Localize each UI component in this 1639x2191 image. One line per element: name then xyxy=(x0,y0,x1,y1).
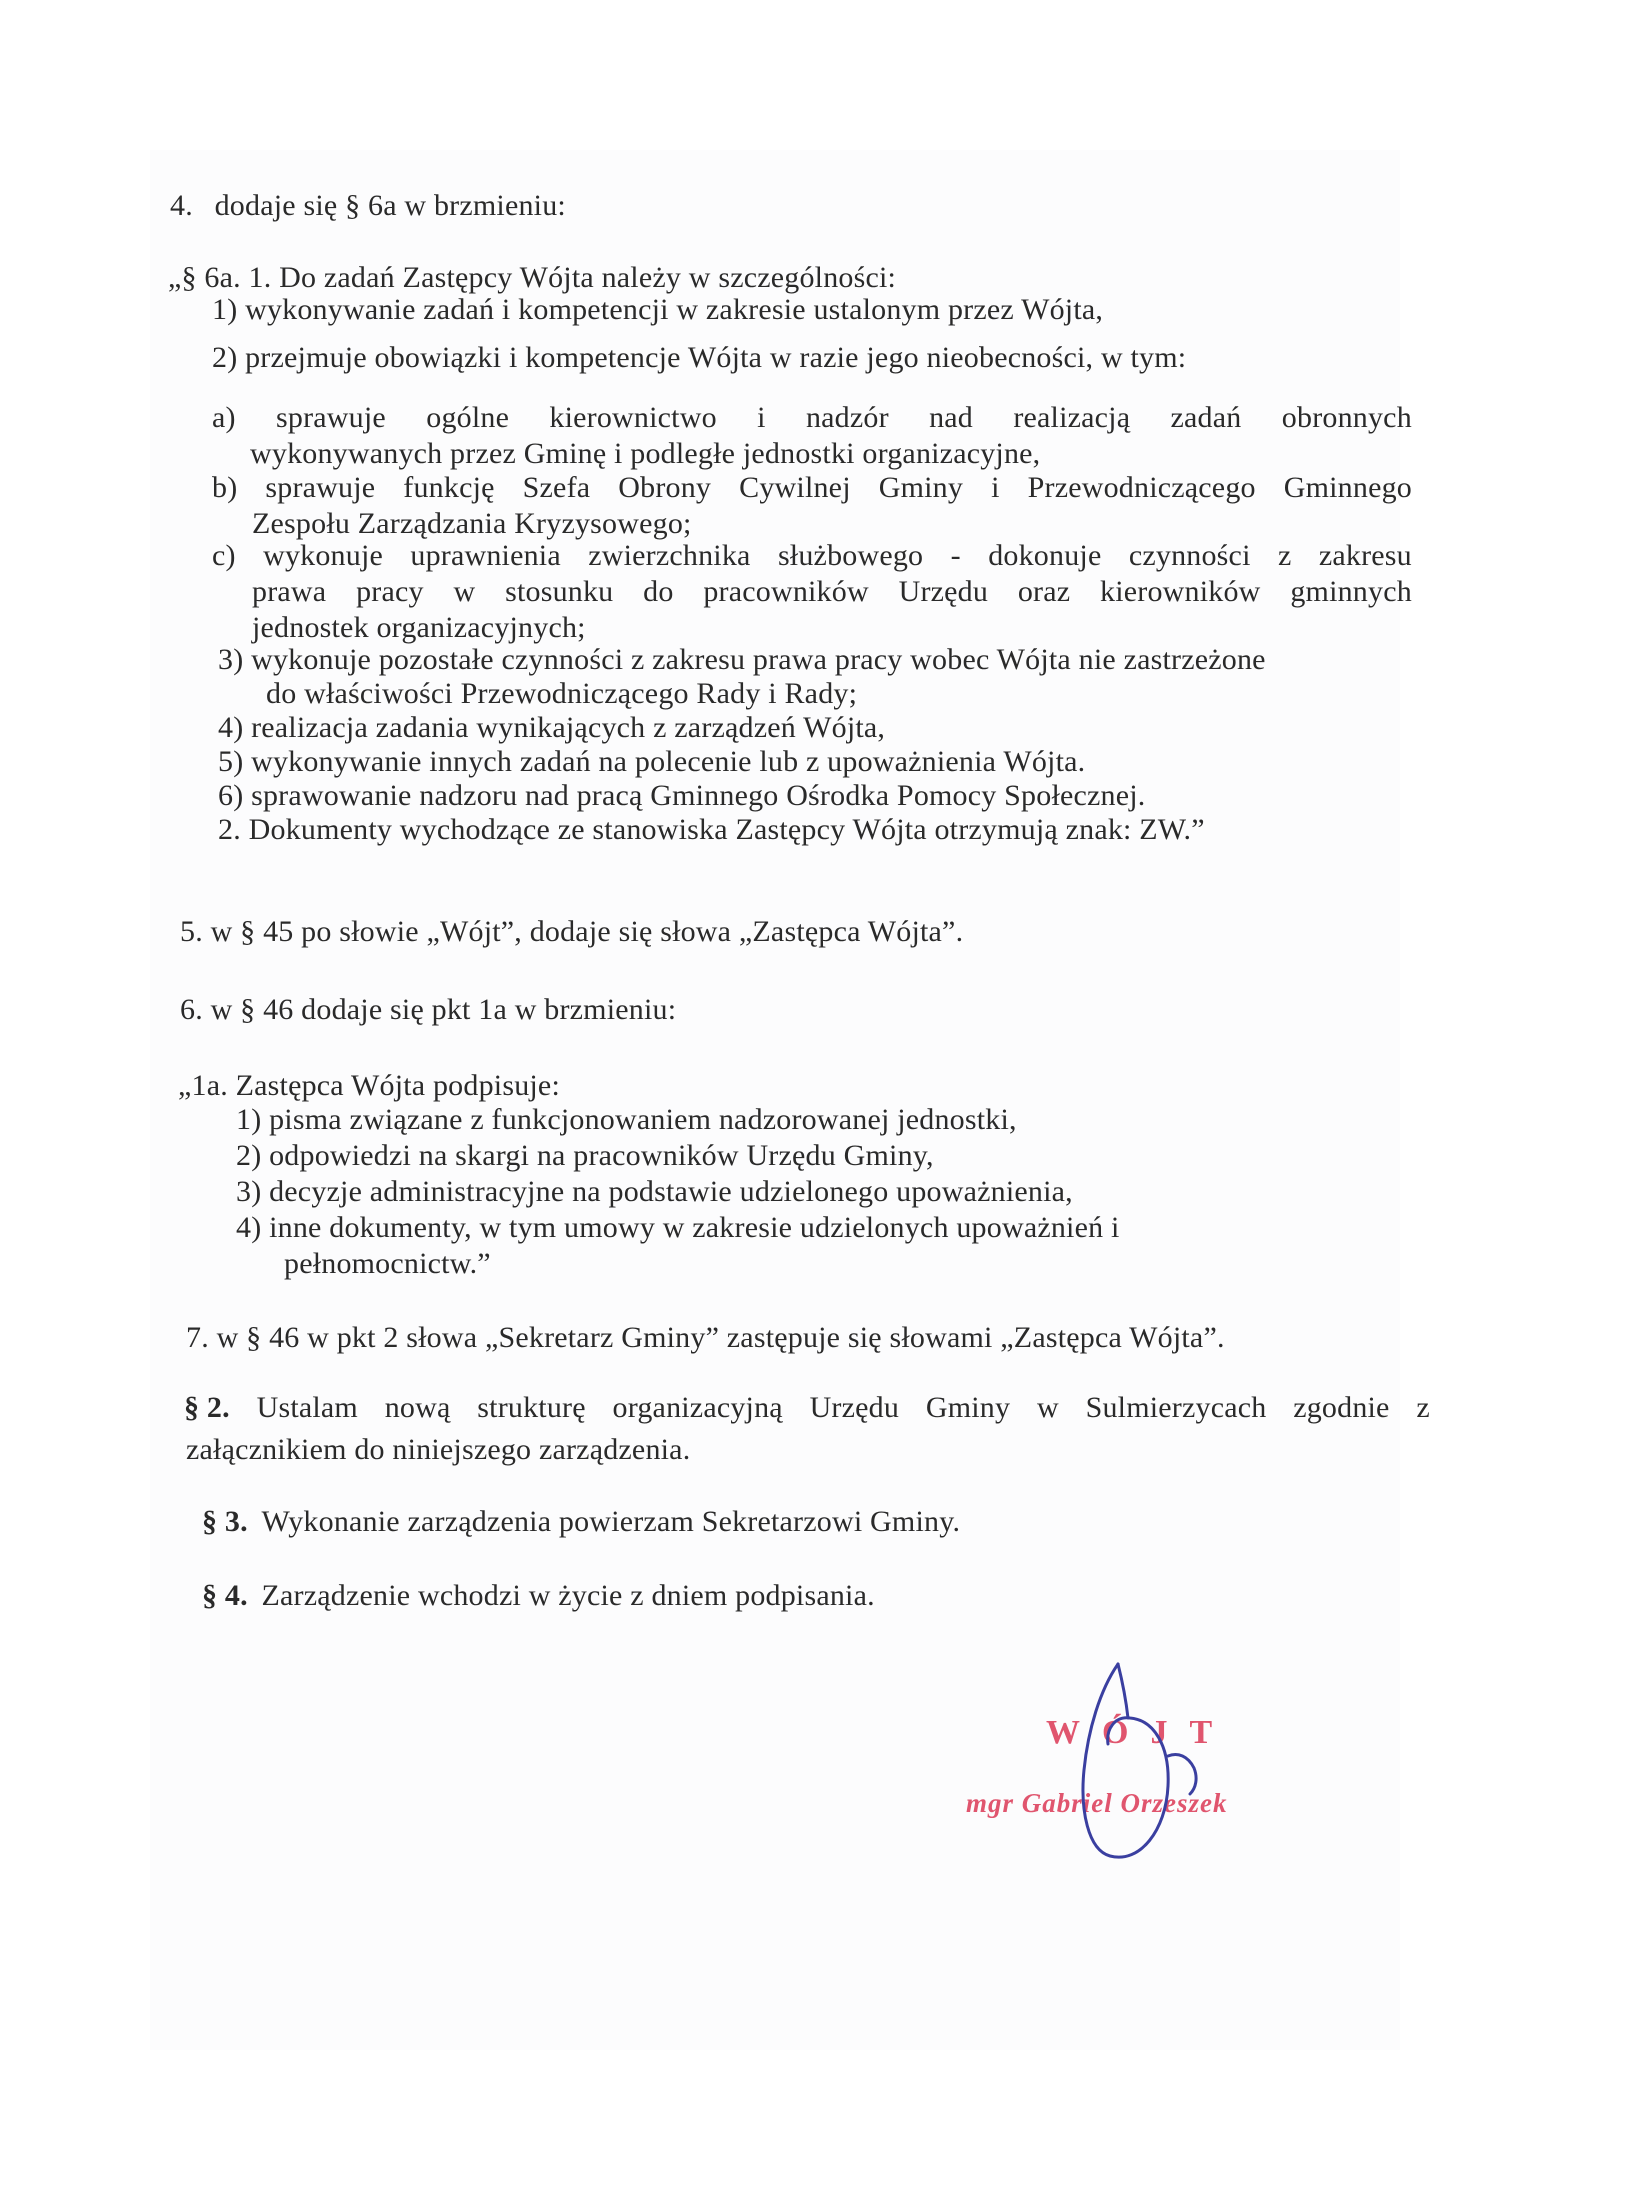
stamp-name: mgr Gabriel Orzeszek xyxy=(966,1788,1228,1818)
paragraph-6a-point-1: 1) wykonywanie zadań i kompetencji w zakresie ustalonym przez Wójta, xyxy=(212,293,1104,326)
point-c-word: z xyxy=(1277,539,1292,572)
paragraph-6a-point-2: 2) przejmuje obowiązki i kompetencje Wójta w razie jego nieobecności, w tym: xyxy=(212,341,1187,374)
section-2-word: nową xyxy=(384,1391,451,1424)
item-5: 5. w § 45 po słowie „Wójt”, dodaje się słowa „Zastępca Wójta”. xyxy=(180,915,964,948)
paragraph-6a-point-3: 3) wykonuje pozostałe czynności z zakresu prawa pracy wobec Wójta nie zastrzeżone xyxy=(218,643,1266,676)
point-1a-item-1: 1) pisma związane z funkcjonowaniem nadzorowanej jednostki, xyxy=(236,1103,1017,1136)
point-c-line xyxy=(212,538,1412,574)
item-4-number: 4. xyxy=(170,189,193,222)
point-c-word: uprawnienia xyxy=(410,539,561,572)
point-1a-item-4: 4) inne dokumenty, w tym umowy w zakresie udzielonych upoważnień i xyxy=(236,1211,1120,1244)
paragraph-6a-point-5: 5) wykonywanie innych zadań na polecenie lub z upoważnienia Wójta. xyxy=(218,745,1086,778)
section-4-text: Zarządzenie wchodzi w życie z dniem podpisania. xyxy=(261,1579,875,1612)
item-4 xyxy=(170,188,566,224)
point-a-word: zadań xyxy=(1170,401,1242,434)
point-a-line xyxy=(212,400,1412,436)
point-b-word: Obrony xyxy=(618,471,712,504)
point-c-word: do xyxy=(643,575,674,608)
point-1a-item-4-continuation: pełnomocnictw.” xyxy=(284,1247,491,1280)
section-2-word: Sulmierzycach xyxy=(1085,1391,1267,1424)
point-b-word: b) xyxy=(212,471,238,504)
point-a-continuation: wykonywanych przez Gminę i podległe jednostki organizacyjne, xyxy=(250,437,1041,470)
point-c-word: prawa xyxy=(252,575,327,608)
section-2-word: strukturę xyxy=(477,1391,586,1424)
point-a-word: nad xyxy=(929,401,974,434)
point-b-word: Gminy xyxy=(878,471,964,504)
point-c-word: zakresu xyxy=(1318,539,1412,572)
point-c-line-2 xyxy=(252,574,1412,610)
point-b-line xyxy=(212,470,1412,506)
stamp-title: WÓJT xyxy=(1046,1714,1235,1751)
section-4 xyxy=(202,1578,875,1614)
section-2-word: Urzędu xyxy=(809,1391,900,1424)
point-1a-item-3: 3) decyzje administracyjne na podstawie udzielonego upoważnienia, xyxy=(236,1175,1073,1208)
point-c-word: stosunku xyxy=(505,575,614,608)
point-a-word: i xyxy=(757,401,766,434)
item-4-text: dodaje się § 6a w brzmieniu: xyxy=(214,189,566,222)
point-c-word: zwierzchnika xyxy=(588,539,751,572)
section-2-word: Gminy xyxy=(925,1391,1011,1424)
point-b-word: i xyxy=(991,471,1000,504)
point-a-word: sprawuje xyxy=(276,401,386,434)
point-c-word: dokonuje xyxy=(988,539,1102,572)
point-c-word: kierowników xyxy=(1100,575,1261,608)
point-c-continuation: jednostek organizacyjnych; xyxy=(252,611,586,644)
paragraph-6a-point-4: 4) realizacja zadania wynikających z zarządzeń Wójta, xyxy=(218,711,886,744)
section-2-line xyxy=(184,1390,1430,1426)
item-7: 7. w § 46 w pkt 2 słowa „Sekretarz Gminy” zastępuje się słowami „Zastępca Wójta”. xyxy=(186,1321,1225,1354)
section-3-label: § 3. xyxy=(202,1505,248,1538)
point-b-word: sprawuje xyxy=(265,471,376,504)
paragraph-6a-section-2: 2. Dokumenty wychodzące ze stanowiska Zastępcy Wójta otrzymują znak: ZW.” xyxy=(218,813,1205,846)
point-b-word: funkcję xyxy=(403,471,495,504)
section-2-label: § 2. xyxy=(184,1391,230,1424)
paragraph-6a-point-6: 6) sprawowanie nadzoru nad pracą Gminnego Ośrodka Pomocy Społecznej. xyxy=(218,779,1146,812)
point-c-word: gminnych xyxy=(1290,575,1412,608)
point-a-word: kierownictwo xyxy=(549,401,717,434)
point-a-word: ogólne xyxy=(426,401,510,434)
point-c-word: wykonuje xyxy=(263,539,384,572)
point-c-word: służbowego xyxy=(777,539,924,572)
signature-mark xyxy=(1070,1660,1210,1870)
paragraph-6a-intro: „§ 6a. 1. Do zadań Zastępcy Wójta należy w szczególności: xyxy=(168,261,897,294)
section-2-continuation: załącznikiem do niniejszego zarządzenia. xyxy=(186,1433,691,1466)
section-3 xyxy=(202,1504,960,1540)
point-c-word: w xyxy=(453,575,476,608)
point-c-word: - xyxy=(950,539,961,572)
section-4-label: § 4. xyxy=(202,1579,248,1612)
point-a-word: obronnych xyxy=(1281,401,1412,434)
point-c-word: oraz xyxy=(1017,575,1071,608)
point-c-word: c) xyxy=(212,539,236,572)
section-2-word: zgodnie xyxy=(1293,1391,1390,1424)
section-3-text: Wykonanie zarządzenia powierzam Sekretarzowi Gminy. xyxy=(261,1505,961,1538)
point-1a-intro: „1a. Zastępca Wójta podpisuje: xyxy=(178,1069,560,1102)
paragraph-6a-point-3-continuation: do właściwości Przewodniczącego Rady i Rady; xyxy=(266,677,858,710)
point-b-word: Przewodniczącego xyxy=(1027,471,1256,504)
point-b-word: Szefa xyxy=(522,471,591,504)
point-c-word: czynności xyxy=(1128,539,1251,572)
section-2-word: organizacyjną xyxy=(612,1391,783,1424)
section-2-word: w xyxy=(1036,1391,1059,1424)
point-c-word: pracy xyxy=(356,575,424,608)
point-a-word: nadzór xyxy=(805,401,889,434)
section-2-word: z xyxy=(1416,1391,1430,1424)
point-c-word: Urzędu xyxy=(898,575,989,608)
point-c-word: pracowników xyxy=(703,575,869,608)
point-1a-item-2: 2) odpowiedzi na skargi na pracowników Urzędu Gminy, xyxy=(236,1139,934,1172)
point-b-continuation: Zespołu Zarządzania Kryzysowego; xyxy=(252,507,692,540)
item-6: 6. w § 46 dodaje się pkt 1a w brzmieniu: xyxy=(180,993,677,1026)
point-b-word: Cywilnej xyxy=(739,471,851,504)
point-b-word: Gminnego xyxy=(1283,471,1412,504)
section-2-word: Ustalam xyxy=(256,1391,358,1424)
point-a-word: a) xyxy=(212,401,236,434)
point-a-word: realizacją xyxy=(1013,401,1131,434)
